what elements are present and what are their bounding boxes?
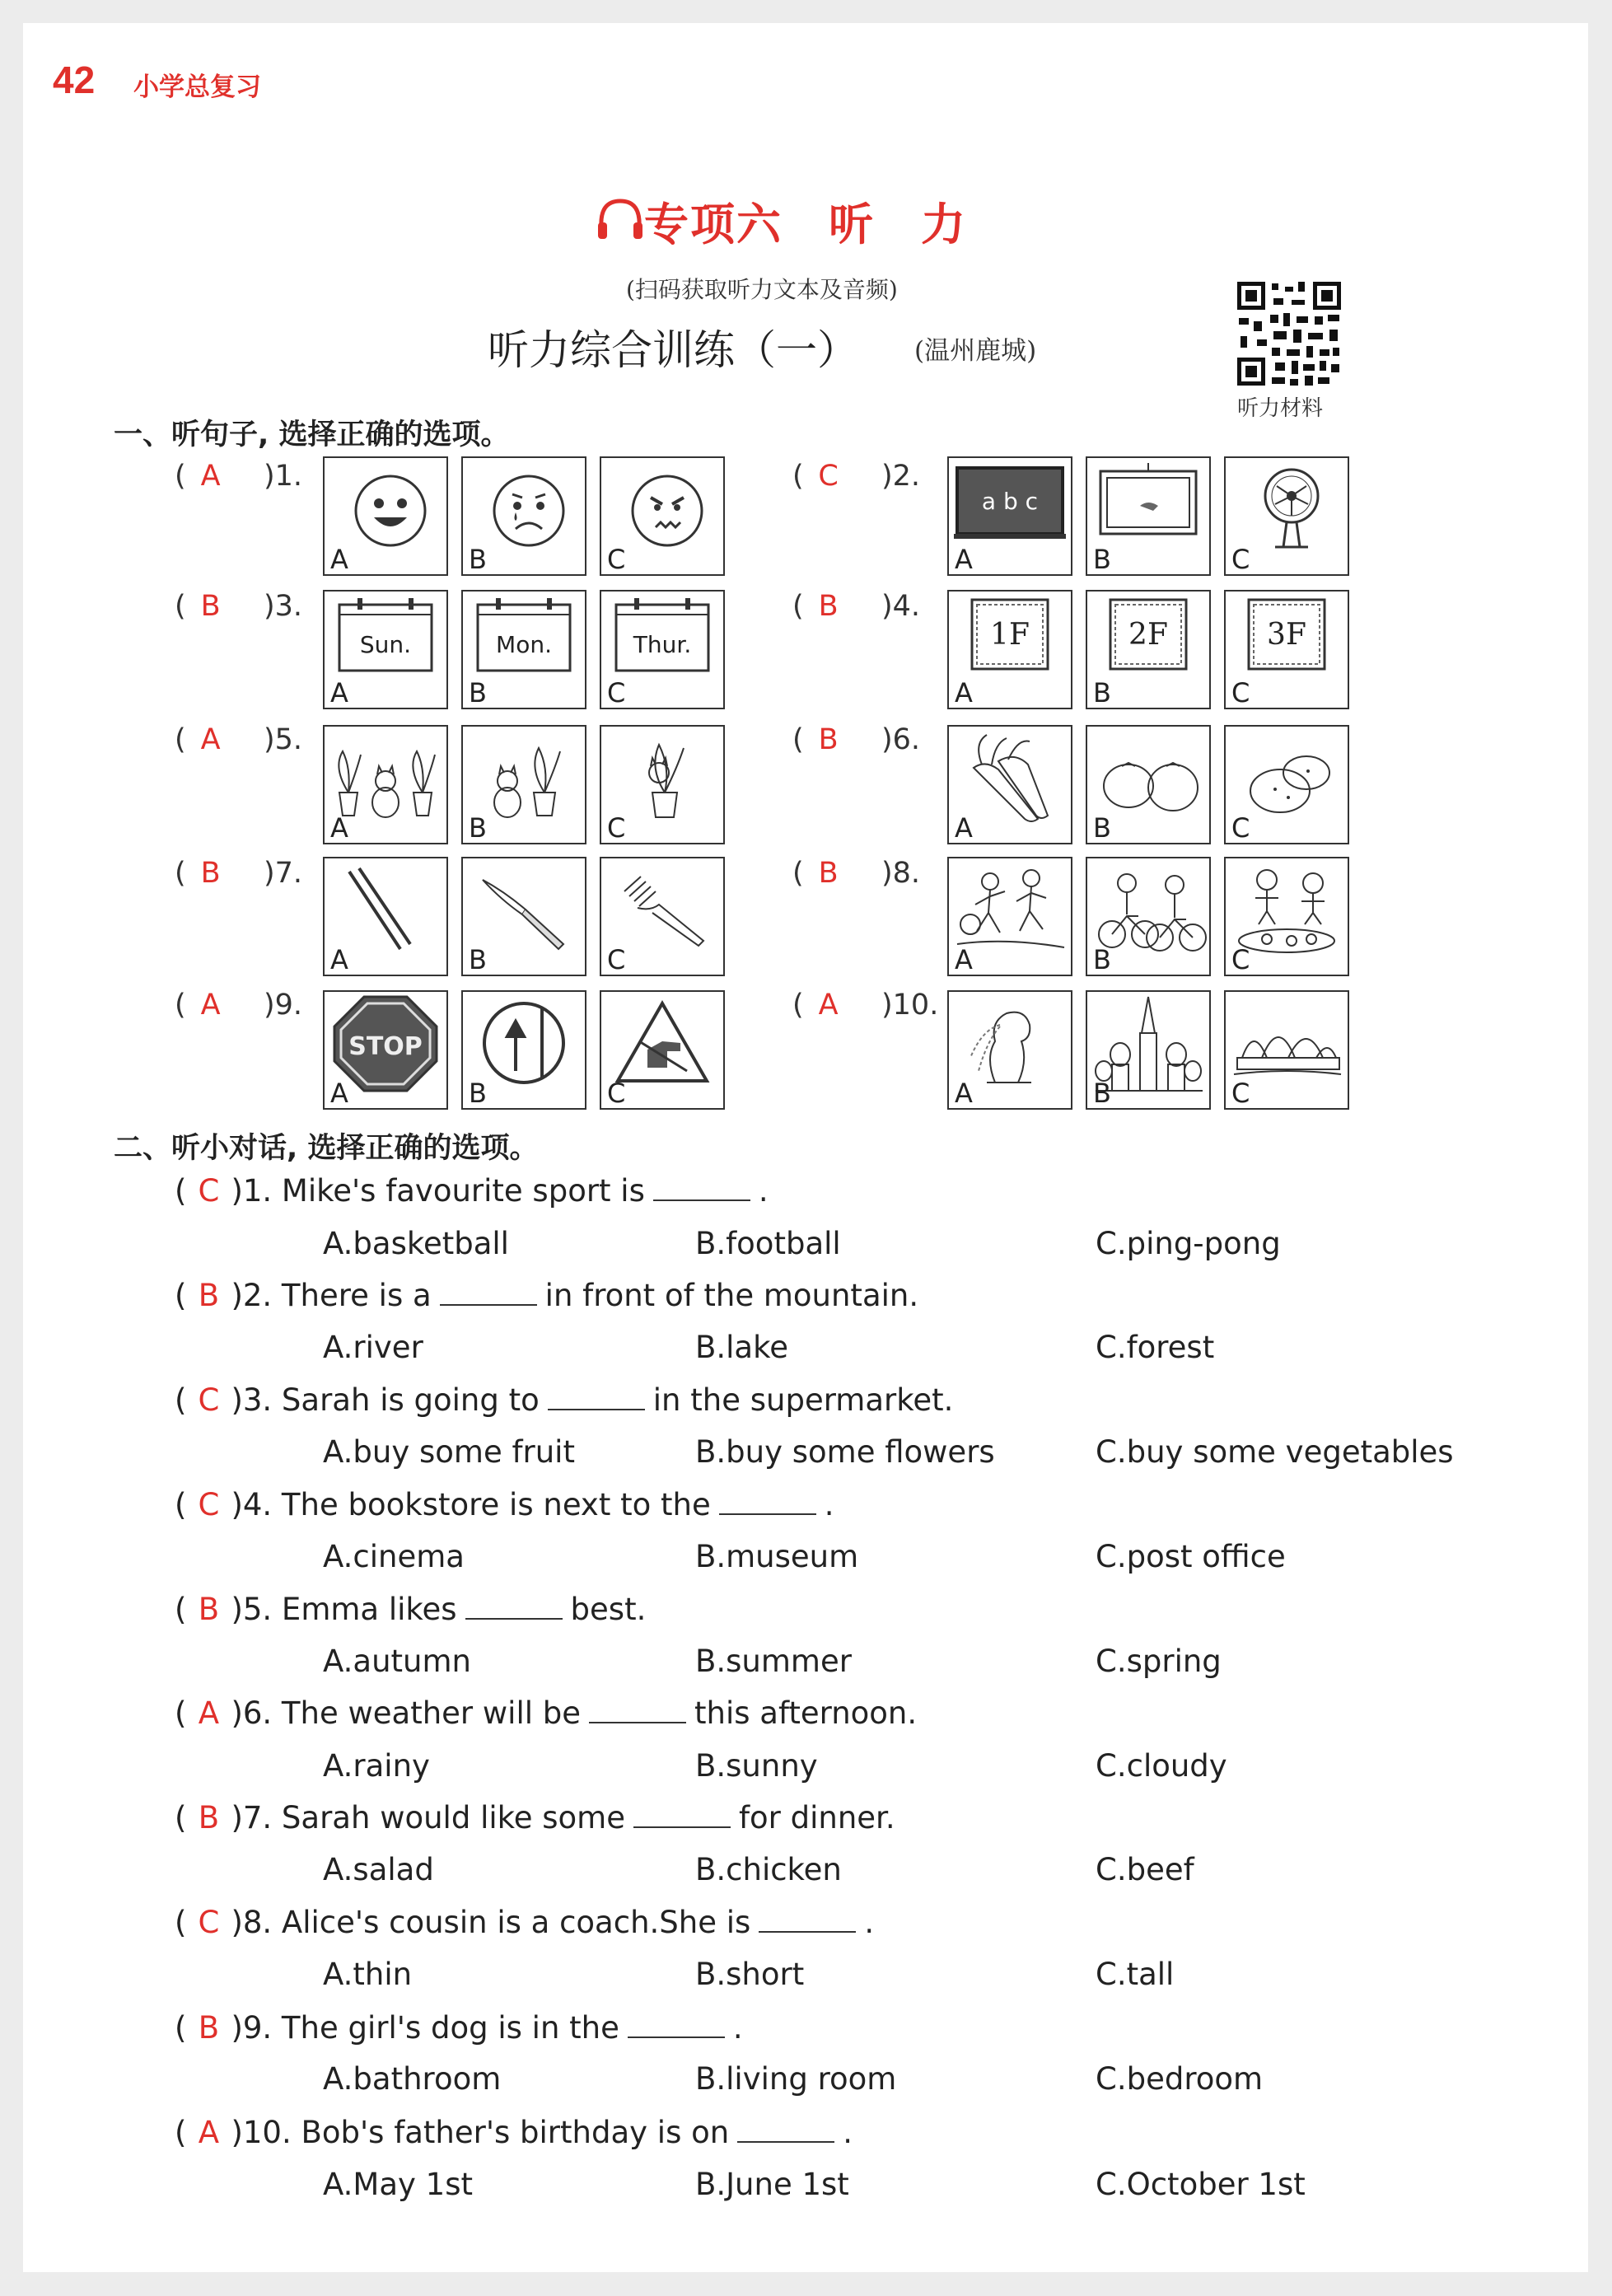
question-text: )6. The weather will be	[231, 1695, 582, 1731]
option-label: B	[469, 677, 487, 708]
option-label: B	[1093, 1078, 1111, 1109]
question: ( A )6. The weather will be this afternoon.	[175, 1695, 918, 1731]
question: ( A )10. Bob's father's birthday is on .	[175, 2115, 853, 2150]
option-b[interactable]: B.summer	[695, 1644, 852, 1679]
answer-mark: C	[198, 1173, 220, 1209]
option-box[interactable]	[600, 725, 725, 844]
answer-paren: ( A	[175, 460, 236, 493]
question-text-end: this afternoon.	[694, 1695, 918, 1731]
question-text: )10. Bob's father's birthday is on	[231, 2115, 730, 2150]
option-a[interactable]: A.bathroom	[323, 2061, 502, 2097]
option-box[interactable]	[323, 857, 448, 976]
option-box[interactable]	[1224, 725, 1349, 844]
option-box[interactable]	[323, 456, 448, 576]
stop-text: STOP	[348, 1032, 423, 1061]
question-number: )6.	[881, 723, 921, 756]
answer-mark: B	[818, 857, 839, 890]
answer-blank[interactable]	[548, 1384, 645, 1410]
option-box[interactable]	[323, 990, 448, 1110]
option-box[interactable]	[947, 990, 1072, 1110]
option-box[interactable]	[1224, 456, 1349, 576]
question-text-end: for dinner.	[738, 1800, 895, 1835]
option-label: B	[469, 812, 487, 844]
option-c[interactable]: C.bedroom	[1096, 2061, 1264, 2097]
option-b[interactable]: B.buy some flowers	[695, 1434, 995, 1470]
answer-mark: C	[198, 1487, 220, 1522]
option-label: C	[607, 677, 626, 708]
question: ( C )1. Mike's favourite sport is .	[175, 1173, 769, 1209]
option-box[interactable]	[323, 590, 448, 709]
answer-blank[interactable]	[759, 1906, 856, 1933]
option-box[interactable]	[1086, 725, 1211, 844]
question-text: )5. Emma likes	[231, 1592, 457, 1627]
option-box[interactable]	[1086, 990, 1211, 1110]
question: ( C )8. Alice's cousin is a coach.She is .	[175, 1905, 875, 1940]
question-number: )7.	[264, 857, 303, 890]
option-b[interactable]: B.sunny	[695, 1748, 818, 1784]
lesson-title: 听力综合训练（一）	[488, 326, 858, 374]
option-a[interactable]: A.basketball	[323, 1226, 509, 1261]
answer-paren: ( B	[175, 590, 236, 623]
question: ( B )5. Emma likes best.	[175, 1592, 647, 1627]
option-label: A	[955, 677, 973, 708]
question: ( B )9. The girl's dog is in the .	[175, 2010, 743, 2046]
option-box[interactable]	[947, 725, 1072, 844]
part2-heading: 二、听小对话, 选择正确的选项。	[114, 1132, 539, 1165]
option-a[interactable]: A.thin	[323, 1957, 413, 1992]
question: ( C )3. Sarah is going to in the supermarket.	[175, 1382, 954, 1418]
option-c[interactable]: C.tall	[1096, 1957, 1175, 1992]
option-label: C	[1231, 677, 1250, 708]
question-number: )10.	[881, 989, 939, 1022]
option-box[interactable]	[947, 590, 1072, 709]
question-text-end: .	[758, 1173, 769, 1209]
answer-mark: B	[198, 1278, 220, 1313]
option-label: C	[607, 1078, 626, 1109]
qr-label: 听力材料	[1237, 396, 1324, 421]
question-number: )9.	[264, 989, 303, 1022]
question-number: )1.	[264, 460, 303, 493]
answer-blank[interactable]	[628, 2012, 725, 2038]
option-label: A	[955, 1078, 973, 1109]
part1-heading: 一、听句子, 选择正确的选项。	[114, 419, 510, 451]
option-label: C	[607, 544, 626, 575]
option-label: A	[330, 677, 348, 708]
option-label: B	[1093, 544, 1111, 575]
answer-blank[interactable]	[719, 1489, 816, 1515]
question-number: )2.	[881, 460, 921, 493]
option-label: C	[1231, 544, 1250, 575]
option-a[interactable]: A.buy some fruit	[323, 1434, 575, 1470]
question-text-end: .	[824, 1487, 834, 1522]
option-label: C	[1231, 1078, 1250, 1109]
floor-text: 3F	[1267, 618, 1306, 652]
option-b[interactable]: B.living room	[695, 2061, 897, 2097]
board-text: a b c	[981, 488, 1039, 515]
option-c[interactable]: C.spring	[1096, 1644, 1222, 1679]
option-label: A	[955, 944, 973, 975]
option-box[interactable]	[1224, 990, 1349, 1110]
answer-mark: A	[198, 2115, 220, 2150]
option-label: C	[607, 944, 626, 975]
option-box[interactable]	[323, 725, 448, 844]
answer-paren: ( A	[175, 723, 236, 756]
option-label: B	[1093, 944, 1111, 975]
question-text-end: in front of the mountain.	[544, 1278, 919, 1313]
option-label: C	[607, 812, 626, 844]
question-number: )8.	[881, 857, 921, 890]
option-a[interactable]: A.rainy	[323, 1748, 430, 1784]
option-box[interactable]	[947, 456, 1072, 576]
scan-note: (扫码获取听力文本及音频)	[626, 276, 898, 303]
region-label: (温州鹿城)	[914, 336, 1037, 366]
option-box[interactable]	[461, 590, 586, 709]
answer-paren: ( A	[792, 989, 853, 1022]
question-text: )1. Mike's favourite sport is	[231, 1173, 645, 1209]
calendar-text: Sun.	[359, 631, 412, 658]
answer-paren: ( B	[175, 857, 236, 890]
answer-paren: ( B	[792, 723, 853, 756]
qr-code[interactable]	[1234, 278, 1344, 389]
option-box[interactable]	[600, 456, 725, 576]
option-box[interactable]	[1224, 857, 1349, 976]
question-text: )8. Alice's cousin is a coach.She is	[231, 1905, 751, 1940]
question: ( C )4. The bookstore is next to the .	[175, 1487, 834, 1522]
book-title: 小学总复习	[133, 72, 261, 102]
option-box[interactable]	[600, 590, 725, 709]
option-b[interactable]: B.June 1st	[695, 2167, 849, 2202]
floor-text: 2F	[1128, 618, 1168, 652]
question: ( B )2. There is a in front of the mountain.	[175, 1278, 919, 1313]
option-a[interactable]: A.autumn	[323, 1644, 471, 1679]
question-text-end: best.	[570, 1592, 647, 1627]
option-box[interactable]	[600, 857, 725, 976]
question-number: )5.	[264, 723, 303, 756]
question-number: )3.	[264, 590, 303, 623]
answer-mark: A	[200, 989, 221, 1022]
question-text-end: .	[843, 2115, 853, 2150]
answer-blank[interactable]	[440, 1279, 537, 1306]
question-text-end: .	[732, 2010, 743, 2046]
option-b[interactable]: B.chicken	[695, 1852, 842, 1887]
option-label: B	[1093, 677, 1111, 708]
page-number: 42	[53, 58, 96, 101]
question-text: )4. The bookstore is next to the	[231, 1487, 711, 1522]
option-a[interactable]: A.cinema	[323, 1539, 465, 1574]
option-box[interactable]	[947, 857, 1072, 976]
answer-blank[interactable]	[465, 1593, 563, 1620]
option-c[interactable]: C.ping-pong	[1096, 1226, 1281, 1261]
option-a[interactable]: A.May 1st	[323, 2167, 474, 2202]
answer-mark: C	[818, 460, 839, 493]
question-text-end: in the supermarket.	[652, 1382, 954, 1418]
question-text: )2. There is a	[231, 1278, 432, 1313]
option-box[interactable]	[1086, 590, 1211, 709]
option-b[interactable]: B.short	[695, 1957, 805, 1992]
answer-paren: ( B	[792, 857, 853, 890]
answer-mark: B	[200, 590, 221, 623]
answer-paren: ( B	[792, 590, 853, 623]
answer-mark: A	[818, 989, 839, 1022]
answer-mark: C	[198, 1382, 220, 1418]
answer-mark: B	[198, 1592, 220, 1627]
answer-mark: A	[200, 723, 221, 756]
option-a[interactable]: A.salad	[323, 1852, 434, 1887]
answer-blank[interactable]	[589, 1697, 686, 1723]
option-box[interactable]	[1086, 456, 1211, 576]
answer-blank[interactable]	[737, 2116, 834, 2143]
question-text: )7. Sarah would like some	[231, 1800, 625, 1835]
option-label: A	[330, 812, 348, 844]
option-box[interactable]	[461, 857, 586, 976]
option-box[interactable]	[1224, 590, 1349, 709]
option-c[interactable]: C.forest	[1096, 1330, 1215, 1365]
question-number: )4.	[881, 590, 921, 623]
answer-paren: ( A	[175, 989, 236, 1022]
answer-mark: C	[198, 1905, 220, 1940]
chapter-title: 专项六 听 力	[644, 198, 967, 250]
question-text: )9. The girl's dog is in the	[231, 2010, 619, 2046]
option-box[interactable]	[1086, 857, 1211, 976]
answer-mark: A	[198, 1695, 220, 1731]
option-c[interactable]: C.buy some vegetables	[1096, 1434, 1454, 1470]
option-c[interactable]: C.October 1st	[1096, 2167, 1306, 2202]
answer-mark: B	[198, 2010, 220, 2046]
option-b[interactable]: B.football	[695, 1226, 841, 1261]
answer-paren: ( C	[792, 460, 853, 493]
option-b[interactable]: B.lake	[695, 1330, 788, 1365]
answer-mark: B	[818, 590, 839, 623]
option-label: C	[1231, 812, 1250, 844]
option-box[interactable]	[461, 990, 586, 1110]
option-label: C	[1231, 944, 1250, 975]
option-label: A	[955, 544, 973, 575]
option-b[interactable]: B.museum	[695, 1539, 859, 1574]
answer-mark: B	[818, 723, 839, 756]
option-c[interactable]: C.cloudy	[1096, 1748, 1227, 1784]
answer-mark: A	[200, 460, 221, 493]
option-label: B	[469, 944, 487, 975]
answer-mark: B	[200, 857, 221, 890]
question-text-end: .	[864, 1905, 875, 1940]
option-c[interactable]: C.beef	[1096, 1852, 1194, 1887]
option-label: A	[330, 1078, 348, 1109]
question-text: )3. Sarah is going to	[231, 1382, 540, 1418]
option-label: A	[330, 944, 348, 975]
option-label: A	[330, 544, 348, 575]
option-a[interactable]: A.river	[323, 1330, 423, 1365]
option-label: B	[469, 1078, 487, 1109]
calendar-text: Thur.	[633, 631, 692, 658]
option-box[interactable]	[461, 456, 586, 576]
answer-blank[interactable]	[653, 1175, 750, 1201]
option-label: A	[955, 812, 973, 844]
question: ( B )7. Sarah would like some for dinner.	[175, 1800, 895, 1835]
floor-text: 1F	[990, 618, 1030, 652]
answer-mark: B	[198, 1800, 220, 1835]
calendar-text: Mon.	[496, 631, 552, 658]
option-box[interactable]	[600, 990, 725, 1110]
option-box[interactable]	[461, 725, 586, 844]
option-label: B	[469, 544, 487, 575]
option-label: B	[1093, 812, 1111, 844]
answer-blank[interactable]	[633, 1802, 731, 1828]
option-c[interactable]: C.post office	[1096, 1539, 1286, 1574]
